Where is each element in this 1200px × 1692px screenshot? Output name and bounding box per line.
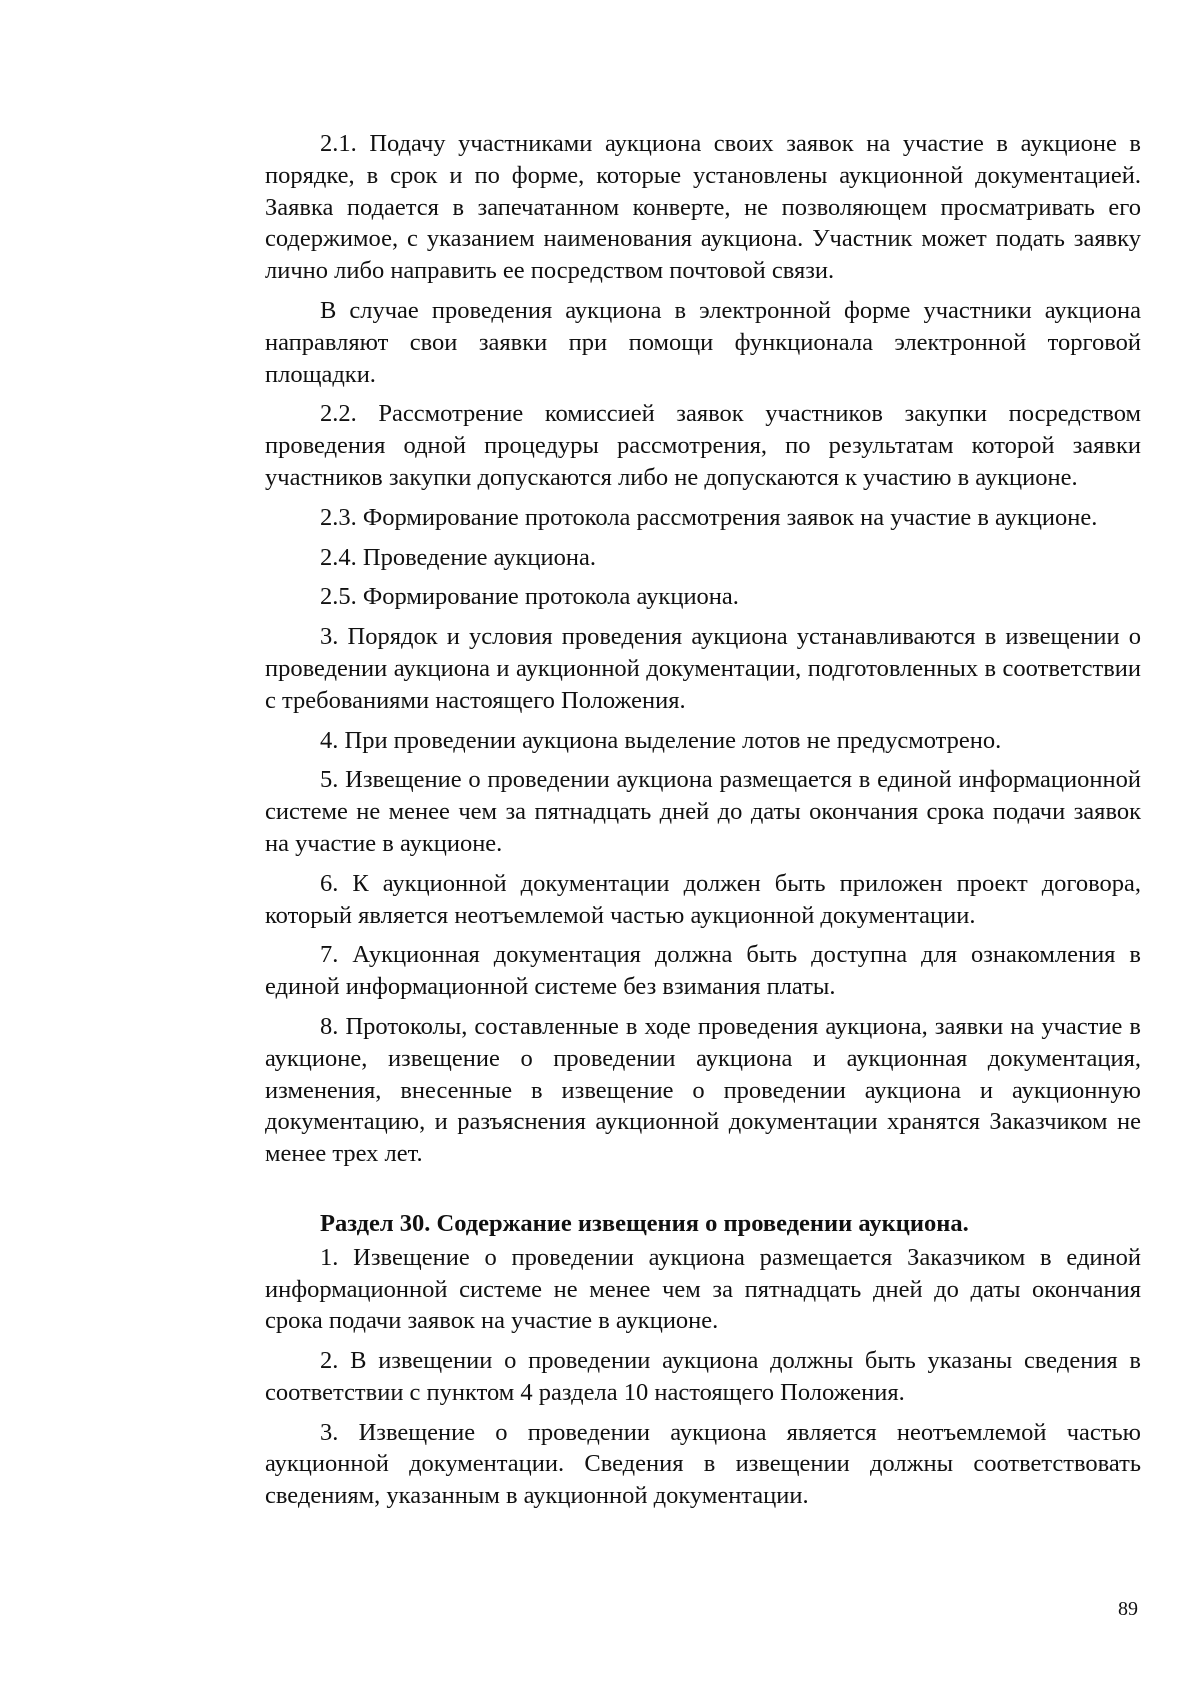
paragraph-5: 5. Извещение о проведении аукциона размещается в единой информационной системе не менее чем за пятнадцать дней до даты окончания срока подачи заявок на участие в аукционе.	[265, 766, 1141, 857]
section-heading: Раздел 30. Содержание извещения о проведении аукциона.	[320, 1209, 969, 1237]
paragraph-2-1: 2.1. Подачу участниками аукциона своих заявок на участие в аукционе в порядке, в срок и по форме, которые установлены аукционной документацией. Заявка подается в запечатанном конверте, не позволяющем просматривать его содержимое, с указанием наименования аукциона. Участник может подать заявку лично либо направить ее посредством почтовой связи.	[265, 130, 1141, 285]
section-spacer	[265, 1178, 1141, 1208]
section-paragraph-1: 1. Извещение о проведении аукциона размещается Заказчиком в единой информационной системе не менее чем за пятнадцать дней до даты окончания срока подачи заявок на участие в аукционе.	[265, 1243, 1141, 1335]
paragraph-2-3: 2.3. Формирование протокола рассмотрения заявок на участие в аукционе.	[320, 503, 1098, 531]
page-body	[265, 128, 1141, 1520]
section-paragraph-2: 2. В извещении о проведении аукциона должны быть указаны сведения в соответствии с пунктом 4 раздела 10 настоящего Положения.	[265, 1347, 1141, 1406]
section-paragraph-3: 3. Извещение о проведении аукциона является неотъемлемой частью аукционной документации. Сведения в извещении должны соответствовать сведениям, указанным в аукционной документации.	[265, 1418, 1141, 1510]
paragraph-2-2: 2.2. Рассмотрение комиссией заявок участников закупки посредством проведения одной процедуры рассмотрения, по результатам которой заявки участников закупки допускаются либо не допускаются к участию в аукционе.	[265, 400, 1141, 491]
paragraph-6: 6. К аукционной документации должен быть приложен проект договора, который является неотъемлемой частью аукционной документации.	[265, 869, 1141, 929]
page-number: 89	[1118, 1598, 1138, 1620]
paragraph-8: 8. Протоколы, составленные в ходе проведения аукциона, заявки на участие в аукционе, извещение о проведении аукциона и аукционная документация, изменения, внесенные в извещение о проведении аукциона и аукционную документацию, и разъяснения аукционной документации хранятся Заказчиком не менее трех лет.	[265, 1012, 1141, 1168]
paragraph-electronic-form: В случае проведения аукциона в электронной форме участники аукциона направляют свои заявки при помощи функционала электронной торговой площадки.	[265, 296, 1141, 388]
paragraph-2-5: 2.5. Формирование протокола аукциона.	[320, 583, 739, 611]
paragraph-3: 3. Порядок и условия проведения аукциона устанавливаются в извещении о проведении аукциона и аукционной документации, подготовленных в соответствии с требованиями настоящего Положения.	[265, 623, 1141, 714]
paragraph-2-4: 2.4. Проведение аукциона.	[320, 543, 596, 571]
paragraph-4: 4. При проведении аукциона выделение лотов не предусмотрено.	[320, 726, 1002, 754]
paragraph-7: 7. Аукционная документация должна быть доступна для ознакомления в единой информационной системе без взимания платы.	[265, 941, 1141, 1001]
